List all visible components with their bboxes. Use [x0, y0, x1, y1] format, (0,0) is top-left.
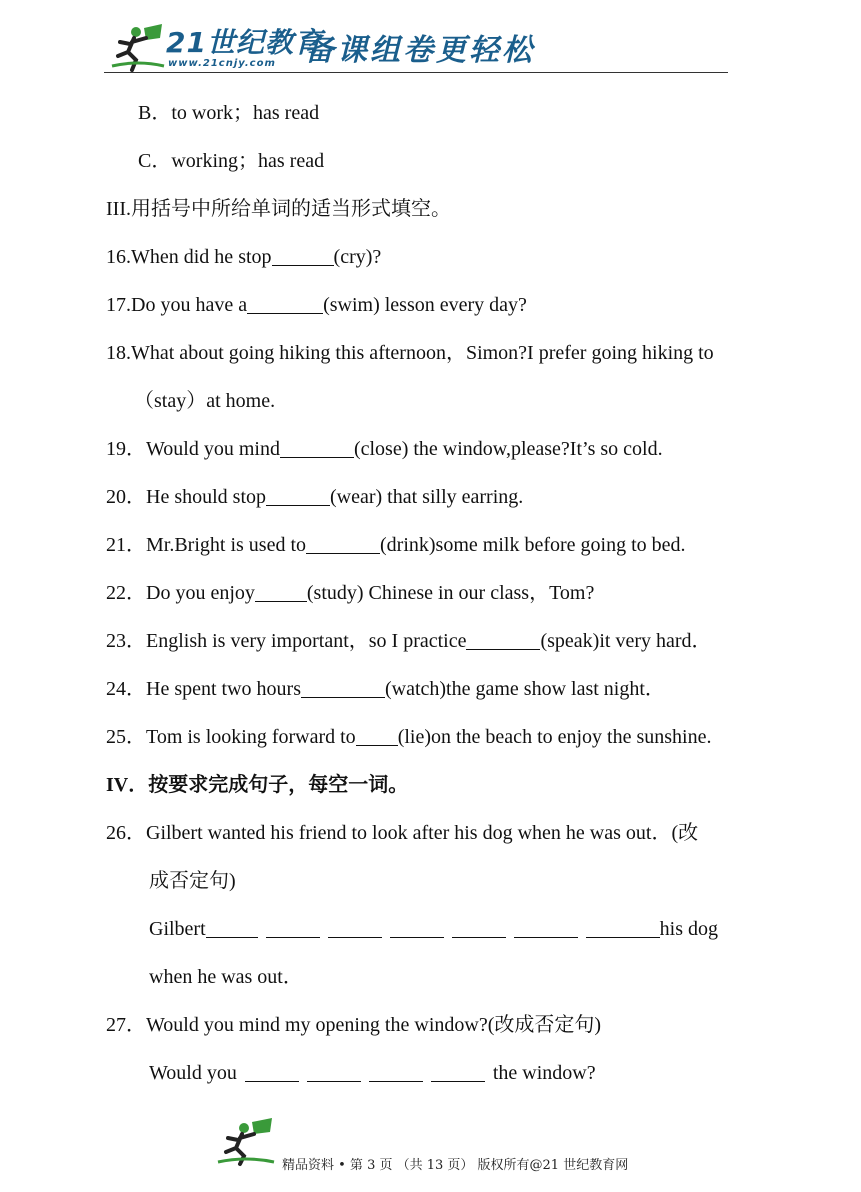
- answer-blank[interactable]: [466, 629, 540, 650]
- answer-blank[interactable]: [255, 581, 307, 602]
- question-16: [106, 244, 381, 270]
- header-divider: [104, 72, 728, 73]
- option-c: C．working；has read: [138, 150, 325, 172]
- question-26-answer-end: his dog: [659, 918, 718, 940]
- answer-blank[interactable]: [280, 437, 354, 458]
- answer-blank[interactable]: [266, 485, 330, 506]
- answer-blank[interactable]: [206, 917, 258, 938]
- question-27-answer-end: the window?: [492, 1062, 596, 1084]
- question-19-text: 19．Would you mind: [106, 438, 280, 460]
- answer-blank[interactable]: [266, 917, 320, 938]
- running-figure-logo-icon: [110, 22, 166, 72]
- question-25-text: 25．Tom is looking forward to: [106, 726, 356, 748]
- question-24-hint: (watch)the game show last night．: [384, 678, 665, 700]
- answer-blank[interactable]: [301, 677, 385, 698]
- brand-logo: [166, 26, 323, 72]
- question-26-line-1: 26．Gilbert wanted his friend to look after his dog when he was out．(改: [106, 822, 699, 844]
- question-18-line-2: （stay）at home.: [134, 390, 276, 412]
- question-26-line-4: when he was out．: [149, 966, 303, 988]
- question-22-hint: (study) Chinese in our class，Tom?: [306, 582, 595, 604]
- question-26-line-2: 成否定句): [149, 870, 236, 892]
- answer-blank[interactable]: [247, 293, 323, 314]
- section-4-title: IV．按要求完成句子，每空一词。: [106, 774, 409, 796]
- option-b: B．to work；has read: [138, 102, 320, 124]
- question-16-hint: (cry)?: [333, 246, 382, 268]
- answer-blank[interactable]: [272, 245, 334, 266]
- question-22-text: 22．Do you enjoy: [106, 582, 255, 604]
- question-27-answer-start: Would you: [149, 1062, 237, 1084]
- question-25: [106, 724, 712, 750]
- answer-blank[interactable]: [328, 917, 382, 938]
- answer-blank[interactable]: [390, 917, 444, 938]
- question-24: [106, 676, 665, 702]
- question-20-text: 20．He should stop: [106, 486, 266, 508]
- answer-blank[interactable]: [452, 917, 506, 938]
- question-26-answer: [149, 916, 718, 942]
- question-21-text: 21．Mr.Bright is used to: [106, 534, 307, 556]
- question-22: [106, 580, 594, 606]
- question-18-line-1: 18.What about going hiking this afternoon，Simon?I prefer going hiking to: [106, 342, 714, 364]
- question-19-hint: (close) the window,please?It’s so cold.: [353, 438, 663, 460]
- question-23: [106, 628, 712, 654]
- page-footer: [0, 1118, 861, 1178]
- question-23-text: 23．English is very important，so I practice: [106, 630, 467, 652]
- question-20: [106, 484, 523, 510]
- answer-blank[interactable]: [306, 533, 380, 554]
- section-3-title: III.用括号中所给单词的适当形式填空。: [106, 198, 451, 220]
- answer-blank[interactable]: [356, 725, 398, 746]
- question-17-hint: (swim) lesson every day?: [323, 294, 527, 316]
- question-16-text: 16.When did he stop: [106, 246, 272, 268]
- answer-blank[interactable]: [514, 917, 578, 938]
- page-header: [104, 22, 728, 74]
- question-23-hint: (speak)it very hard．: [540, 630, 712, 652]
- answer-blank[interactable]: [245, 1061, 299, 1082]
- question-21-hint: (drink)some milk before going to bed.: [380, 534, 686, 556]
- question-17: [106, 292, 527, 318]
- question-27-answer: [149, 1060, 596, 1086]
- question-24-text: 24．He spent two hours: [106, 678, 301, 700]
- question-26-answer-start: Gilbert: [149, 918, 206, 940]
- question-27-line-1: 27．Would you mind my opening the window?(改成否定句): [106, 1014, 602, 1036]
- question-21: [106, 532, 686, 558]
- answer-blank[interactable]: [586, 917, 660, 938]
- answer-blank[interactable]: [307, 1061, 361, 1082]
- question-20-hint: (wear) that silly earring.: [330, 486, 524, 508]
- question-25-hint: (lie)on the beach to enjoy the sunshine.: [397, 726, 712, 748]
- running-figure-footer-icon: [216, 1118, 276, 1168]
- question-17-text: 17.Do you have a: [106, 294, 248, 316]
- logo-url-text: www.21cnjy.com: [168, 58, 276, 69]
- question-19: [106, 436, 663, 462]
- logo-main-text: 21世纪教育: [166, 26, 323, 59]
- header-slogan: 备课组卷更轻松: [304, 33, 535, 68]
- footer-text: 精品资料 • 第 3 页 （共 13 页） 版权所有@21 世纪教育网: [282, 1158, 629, 1173]
- answer-blank[interactable]: [369, 1061, 423, 1082]
- answer-blank[interactable]: [431, 1061, 485, 1082]
